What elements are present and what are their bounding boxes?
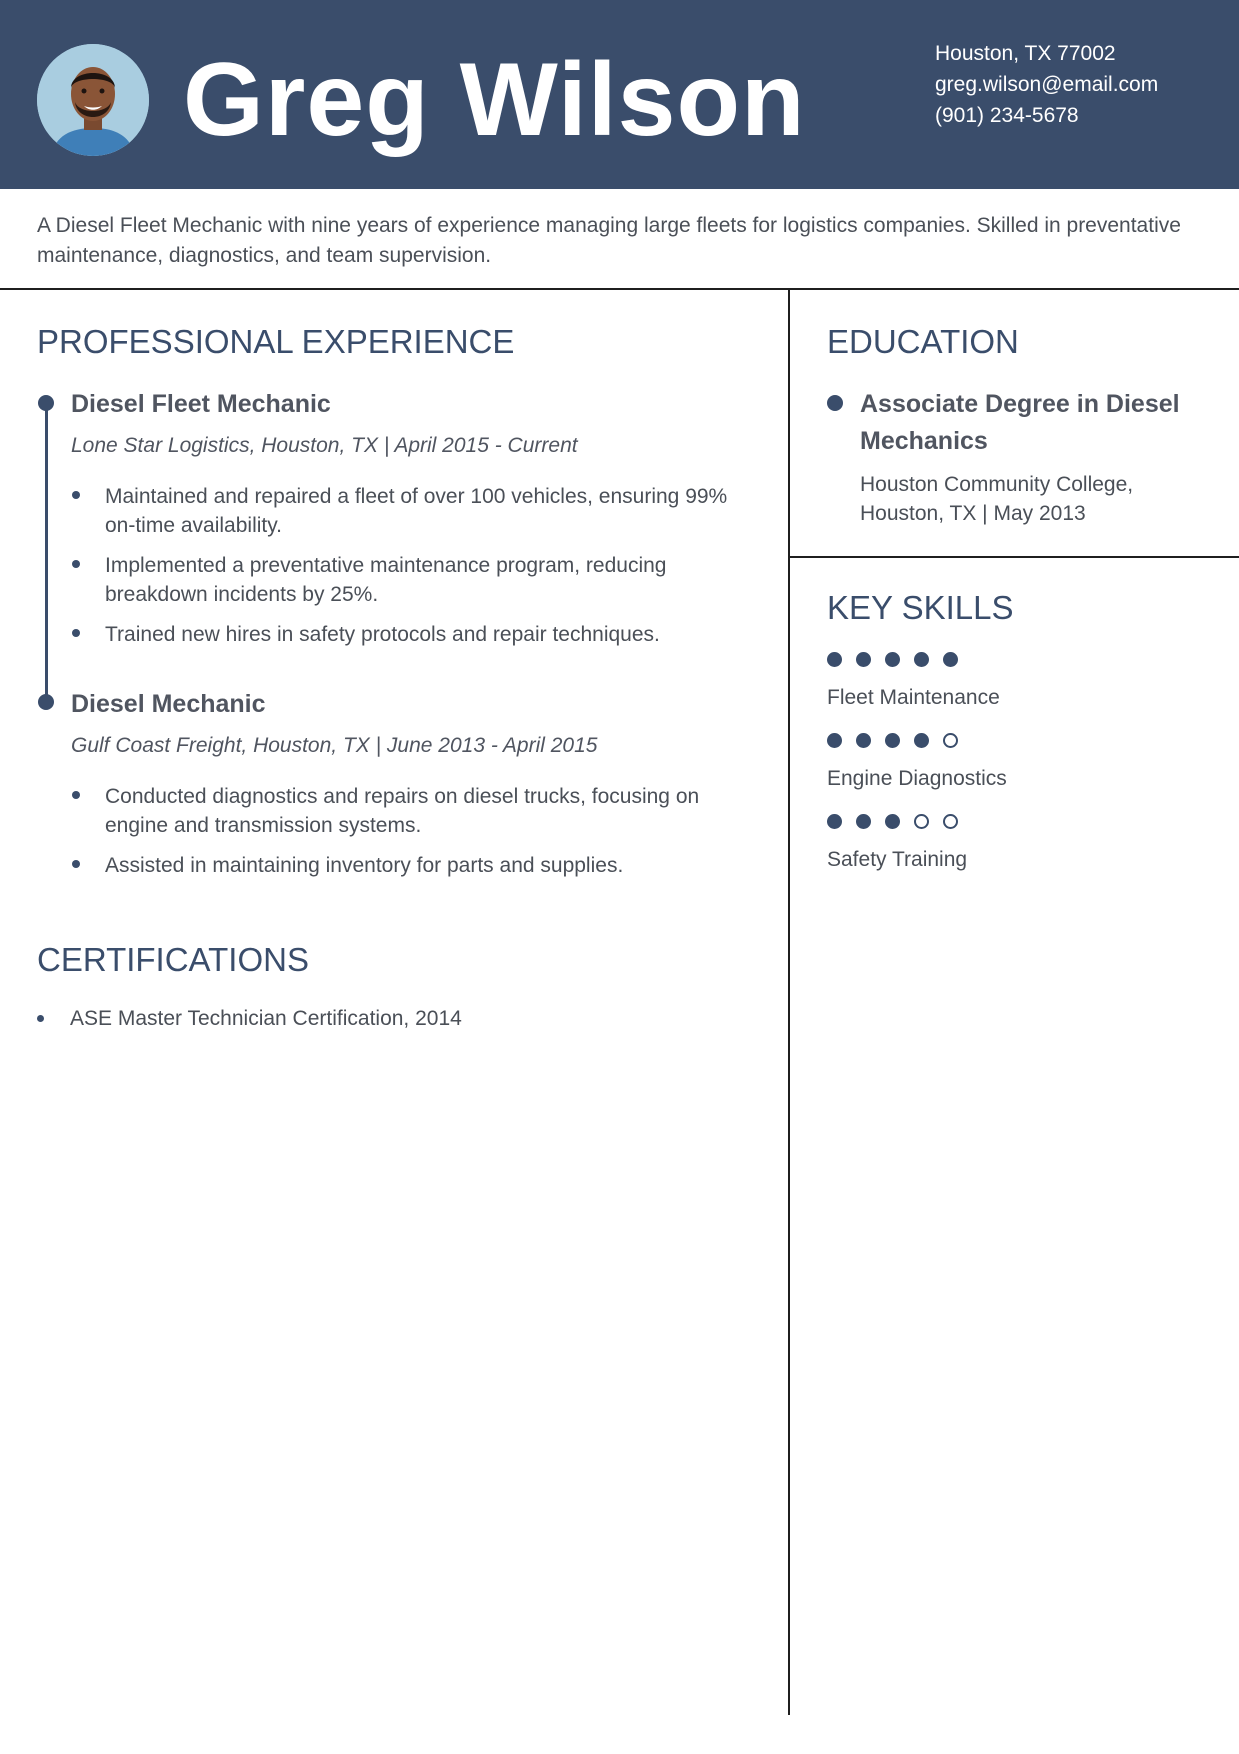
job-company: Lone Star Logistics, Houston, TX | April 2015 - Current <box>71 434 578 457</box>
rating-dot-filled <box>885 652 900 667</box>
job-bullet: Implemented a preventative maintenance program, reducing breakdown incidents by 25%. <box>105 554 667 606</box>
timeline-line <box>45 402 48 702</box>
job-bullet: Conducted diagnostics and repairs on diesel trucks, focusing on engine and transmission systems. <box>105 785 700 837</box>
rating-dot-filled <box>856 733 871 748</box>
bullet-dot <box>72 560 80 568</box>
certifications-heading: CERTIFICATIONS <box>37 941 309 978</box>
rating-dot-empty <box>943 814 958 829</box>
skill-name: Fleet Maintenance <box>827 686 1000 709</box>
rating-dot-filled <box>827 733 842 748</box>
education-heading: EDUCATION <box>827 323 1019 360</box>
timeline-dot <box>38 694 54 710</box>
divider-right-column <box>790 556 1239 558</box>
location-text: Houston, TX 77002 <box>935 42 1116 65</box>
summary-text: A Diesel Fleet Mechanic with nine years of experience managing large fleets for logistics companies. Skilled in preventative maintenance, diagnostics, and team supervision. <box>37 214 1181 267</box>
candidate-name: Greg Wilson <box>183 42 806 158</box>
job-title: Diesel Fleet Mechanic <box>71 390 331 418</box>
bullet-dot <box>72 860 80 868</box>
rating-dot-empty <box>943 733 958 748</box>
divider-vertical <box>788 288 790 1715</box>
rating-dot-filled <box>885 733 900 748</box>
phone-text: (901) 234-5678 <box>935 104 1079 127</box>
job-bullet: Assisted in maintaining inventory for parts and supplies. <box>105 854 624 877</box>
bullet-dot <box>72 491 80 499</box>
job-title: Diesel Mechanic <box>71 690 266 718</box>
avatar <box>37 44 149 156</box>
bullet-dot <box>72 791 80 799</box>
timeline-dot <box>38 395 54 411</box>
bullet-dot <box>72 629 80 637</box>
skills-heading: KEY SKILLS <box>827 589 1014 626</box>
education-dot <box>827 395 843 411</box>
certification-item: ASE Master Technician Certification, 2014 <box>70 1007 462 1030</box>
bullet-dot <box>37 1015 44 1022</box>
divider-horizontal <box>0 288 1239 290</box>
header-banner <box>0 0 1239 189</box>
rating-dot-filled <box>943 652 958 667</box>
contact-info <box>935 38 1158 131</box>
job-bullet: Trained new hires in safety protocols and repair techniques. <box>105 623 660 646</box>
rating-dot-filled <box>827 814 842 829</box>
rating-dot-filled <box>914 733 929 748</box>
rating-dot-filled <box>827 652 842 667</box>
job-company: Gulf Coast Freight, Houston, TX | June 2013 - April 2015 <box>71 734 598 757</box>
rating-dot-filled <box>856 814 871 829</box>
experience-heading: PROFESSIONAL EXPERIENCE <box>37 323 515 360</box>
rating-dot-filled <box>914 652 929 667</box>
degree-detail: Houston Community College, Houston, TX | May 2013 <box>860 473 1134 525</box>
rating-dot-filled <box>856 652 871 667</box>
degree-title: Associate Degree in Diesel Mechanics <box>860 390 1180 455</box>
rating-dot-filled <box>885 814 900 829</box>
person-photo-icon <box>37 44 149 156</box>
email-link[interactable]: greg.wilson@email.com <box>935 73 1159 96</box>
skill-name: Engine Diagnostics <box>827 767 1007 790</box>
rating-dot-empty <box>914 814 929 829</box>
skill-name: Safety Training <box>827 848 968 871</box>
job-bullet: Maintained and repaired a fleet of over 100 vehicles, ensuring 99% on-time availability. <box>105 485 728 537</box>
